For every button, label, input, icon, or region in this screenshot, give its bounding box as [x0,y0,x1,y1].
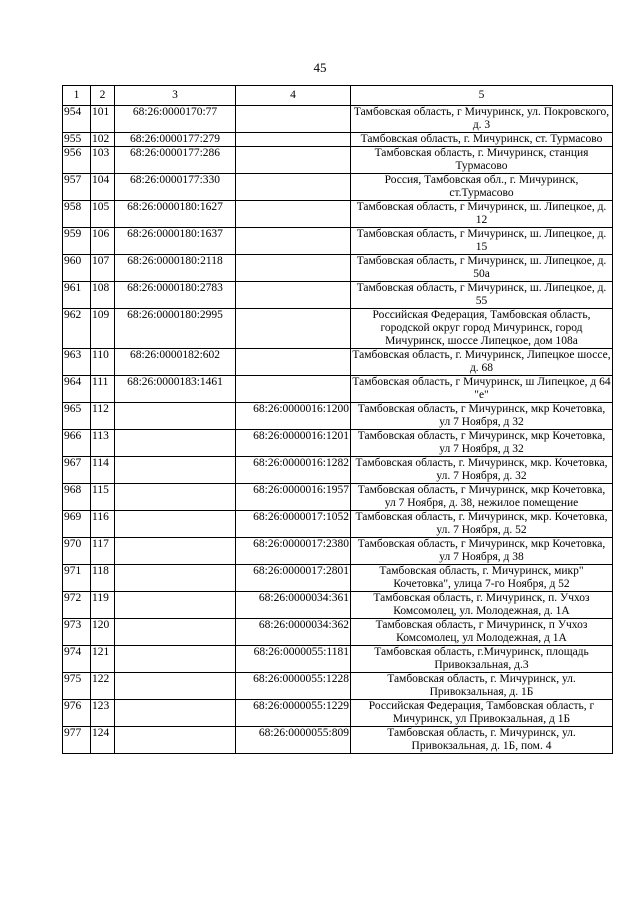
table-row [63,511,613,538]
row-number-cell: 970 [63,538,91,565]
building-cadastral-number-cell: 68:26:0000017:2380 [236,538,351,565]
item-number-cell: 104 [91,174,115,201]
land-cadastral-number-cell [115,430,236,457]
table-row [63,565,613,592]
row-number-cell: 971 [63,565,91,592]
item-number-cell: 121 [91,646,115,673]
item-number-cell: 116 [91,511,115,538]
land-cadastral-number-cell [115,565,236,592]
building-cadastral-number-cell: 68:26:0000055:1228 [236,673,351,700]
table-row [63,309,613,349]
table-body [63,106,613,754]
table-row [63,592,613,619]
item-number-cell: 122 [91,673,115,700]
address-cell: Тамбовская область, г. Мичуринск, ул. Привокзальная, д. 1Б [351,673,613,700]
land-cadastral-number-cell [115,538,236,565]
item-number-cell: 108 [91,282,115,309]
row-number-cell: 969 [63,511,91,538]
building-cadastral-number-cell [236,349,351,376]
address-cell: Тамбовская область, г.Мичуринск, площадь Привокзальная, д.3 [351,646,613,673]
address-cell: Тамбовская область, г Мичуринск, п Учхоз Комсомолец, ул Молодежная, д 1А [351,619,613,646]
land-cadastral-number-cell [115,403,236,430]
row-number-cell: 956 [63,147,91,174]
land-cadastral-number-cell: 68:26:0000180:1637 [115,228,236,255]
row-number-cell: 973 [63,619,91,646]
table-row [63,133,613,147]
item-number-cell: 120 [91,619,115,646]
building-cadastral-number-cell [236,228,351,255]
building-cadastral-number-cell [236,147,351,174]
land-cadastral-number-cell: 68:26:0000177:330 [115,174,236,201]
row-number-cell: 961 [63,282,91,309]
building-cadastral-number-cell: 68:26:0000034:362 [236,619,351,646]
table-row [63,457,613,484]
land-cadastral-number-cell: 68:26:0000177:286 [115,147,236,174]
table-row [63,282,613,309]
table-row [63,484,613,511]
building-cadastral-number-cell [236,106,351,133]
row-number-cell: 955 [63,133,91,147]
address-cell: Тамбовская область, г Мичуринск, ш. Липецкое, д. 50а [351,255,613,282]
address-cell: Тамбовская область, г Мичуринск, ул. Покровского, д. 3 [351,106,613,133]
table-row [63,106,613,133]
item-number-cell: 117 [91,538,115,565]
column-header: 4 [236,86,351,106]
column-header: 5 [351,86,613,106]
row-number-cell: 959 [63,228,91,255]
page-number: 45 [313,60,327,75]
row-number-cell: 964 [63,376,91,403]
row-number-cell: 966 [63,430,91,457]
table-row [63,228,613,255]
table-row [63,727,613,754]
land-cadastral-number-cell [115,646,236,673]
table-row [63,255,613,282]
row-number-cell: 967 [63,457,91,484]
item-number-cell: 103 [91,147,115,174]
table-header-row [63,86,613,106]
address-cell: Тамбовская область, г. Мичуринск, микр" Кочетовка", улица 7-го Ноября, д 52 [351,565,613,592]
column-header: 3 [115,86,236,106]
table-row [63,376,613,403]
table-row [63,147,613,174]
row-number-cell: 976 [63,700,91,727]
table-row [63,201,613,228]
land-cadastral-number-cell [115,727,236,754]
building-cadastral-number-cell: 68:26:0000016:1200 [236,403,351,430]
building-cadastral-number-cell: 68:26:0000016:1282 [236,457,351,484]
building-cadastral-number-cell: 68:26:0000055:1229 [236,700,351,727]
item-number-cell: 109 [91,309,115,349]
item-number-cell: 107 [91,255,115,282]
address-cell: Тамбовская область, г. Мичуринск, Липецкое шоссе, д. 68 [352,349,611,374]
address-cell: Тамбовская область, г. Мичуринск, ул. Привокзальная, д. 1Б, пом. 4 [351,727,613,754]
row-number-cell: 975 [63,673,91,700]
item-number-cell: 105 [91,201,115,228]
row-number-cell: 963 [63,349,91,376]
address-cell: Тамбовская область, г. Мичуринск, станция Турмасово [351,147,613,174]
address-cell: Тамбовская область, г Мичуринск, ш Липецкое, д 64 "е" [352,376,611,401]
table-row [63,700,613,727]
address-cell: Тамбовская область, г Мичуринск, мкр Кочетовка, ул 7 Ноября, д 32 [351,430,613,457]
item-number-cell: 113 [91,430,115,457]
table-row [63,619,613,646]
land-cadastral-number-cell: 68:26:0000177:279 [115,133,236,147]
land-cadastral-number-cell: 68:26:0000182:602 [115,349,236,376]
address-cell: Тамбовская область, г. Мичуринск, мкр. Кочетовка, ул. 7 Ноября, д. 32 [351,457,613,484]
row-number-cell: 972 [63,592,91,619]
row-number-cell: 965 [63,403,91,430]
building-cadastral-number-cell [236,309,351,349]
address-cell: Россия, Тамбовская обл., г. Мичуринск, ст.Турмасово [351,174,613,201]
table-row [63,403,613,430]
address-cell: Тамбовская область, г Мичуринск, мкр Кочетовка, ул 7 Ноября, д 38 [351,538,613,565]
item-number-cell: 106 [91,228,115,255]
column-header: 2 [91,86,115,106]
address-cell: Тамбовская область, г. Мичуринск, ст. Турмасово [351,133,613,147]
item-number-cell: 111 [91,376,115,403]
item-number-cell: 110 [91,349,115,376]
land-cadastral-number-cell [115,457,236,484]
item-number-cell: 112 [91,403,115,430]
land-cadastral-number-cell [115,484,236,511]
land-cadastral-number-cell: 68:26:0000180:2118 [115,255,236,282]
table-row [63,174,613,201]
table-row [63,430,613,457]
land-cadastral-number-cell: 68:26:0000170:77 [115,106,236,133]
address-cell: Российская Федерация, Тамбовская область, г Мичуринск, ул Привокзальная, д 1Б [351,700,613,727]
land-cadastral-number-cell: 68:26:0000183:1461 [115,376,236,403]
address-cell: Тамбовская область, г. Мичуринск, п. Учхоз Комсомолец, ул. Молодежная, д. 1А [351,592,613,619]
land-cadastral-number-cell [115,673,236,700]
address-cell: Российская Федерация, Тамбовская область, городской округ город Мичуринск, город Мичуринск, шоссе Липецкое, дом 108а [351,309,613,349]
land-cadastral-number-cell [115,619,236,646]
item-number-cell: 102 [91,133,115,147]
address-cell: Тамбовская область, г Мичуринск, ш. Липецкое, д. 15 [351,228,613,255]
item-number-cell: 101 [91,106,115,133]
building-cadastral-number-cell [236,282,351,309]
land-cadastral-number-cell: 68:26:0000180:2995 [115,309,236,349]
address-cell: Тамбовская область, г Мичуринск, ш. Липецкое, д. 12 [351,201,613,228]
building-cadastral-number-cell: 68:26:0000055:809 [236,727,351,754]
row-number-cell: 977 [63,727,91,754]
address-cell: Тамбовская область, г Мичуринск, ш. Липецкое, д. 55 [351,282,613,309]
address-cell: Тамбовская область, г Мичуринск, мкр Кочетовка, ул 7 Ноября, д. 38, нежилое помещение [351,484,613,511]
table-row [63,673,613,700]
building-cadastral-number-cell [236,174,351,201]
building-cadastral-number-cell: 68:26:0000034:361 [236,592,351,619]
building-cadastral-number-cell [236,255,351,282]
land-cadastral-number-cell [115,592,236,619]
row-number-cell: 960 [63,255,91,282]
item-number-cell: 115 [91,484,115,511]
column-header: 1 [63,86,91,106]
building-cadastral-number-cell: 68:26:0000055:1181 [236,646,351,673]
table-row [63,349,613,376]
address-cell: Тамбовская область, г Мичуринск, мкр Кочетовка, ул 7 Ноября, д 32 [351,403,613,430]
row-number-cell: 958 [63,201,91,228]
item-number-cell: 118 [91,565,115,592]
land-cadastral-number-cell: 68:26:0000180:1627 [115,201,236,228]
land-cadastral-number-cell [115,700,236,727]
building-cadastral-number-cell [236,133,351,147]
table-row [63,538,613,565]
table-row [63,646,613,673]
building-cadastral-number-cell: 68:26:0000016:1957 [236,484,351,511]
item-number-cell: 123 [91,700,115,727]
item-number-cell: 114 [91,457,115,484]
address-cell: Тамбовская область, г. Мичуринск, мкр. Кочетовка, ул. 7 Ноября, д. 52 [351,511,613,538]
building-cadastral-number-cell: 68:26:0000016:1201 [236,430,351,457]
land-cadastral-number-cell [115,511,236,538]
building-cadastral-number-cell: 68:26:0000017:2801 [236,565,351,592]
item-number-cell: 124 [91,727,115,754]
row-number-cell: 957 [63,174,91,201]
building-cadastral-number-cell [236,201,351,228]
land-cadastral-number-cell: 68:26:0000180:2783 [115,282,236,309]
registry-table [62,85,613,754]
item-number-cell: 119 [91,592,115,619]
building-cadastral-number-cell [236,376,351,403]
row-number-cell: 974 [63,646,91,673]
row-number-cell: 954 [63,106,91,133]
row-number-cell: 962 [63,309,91,349]
row-number-cell: 968 [63,484,91,511]
building-cadastral-number-cell: 68:26:0000017:1052 [236,511,351,538]
